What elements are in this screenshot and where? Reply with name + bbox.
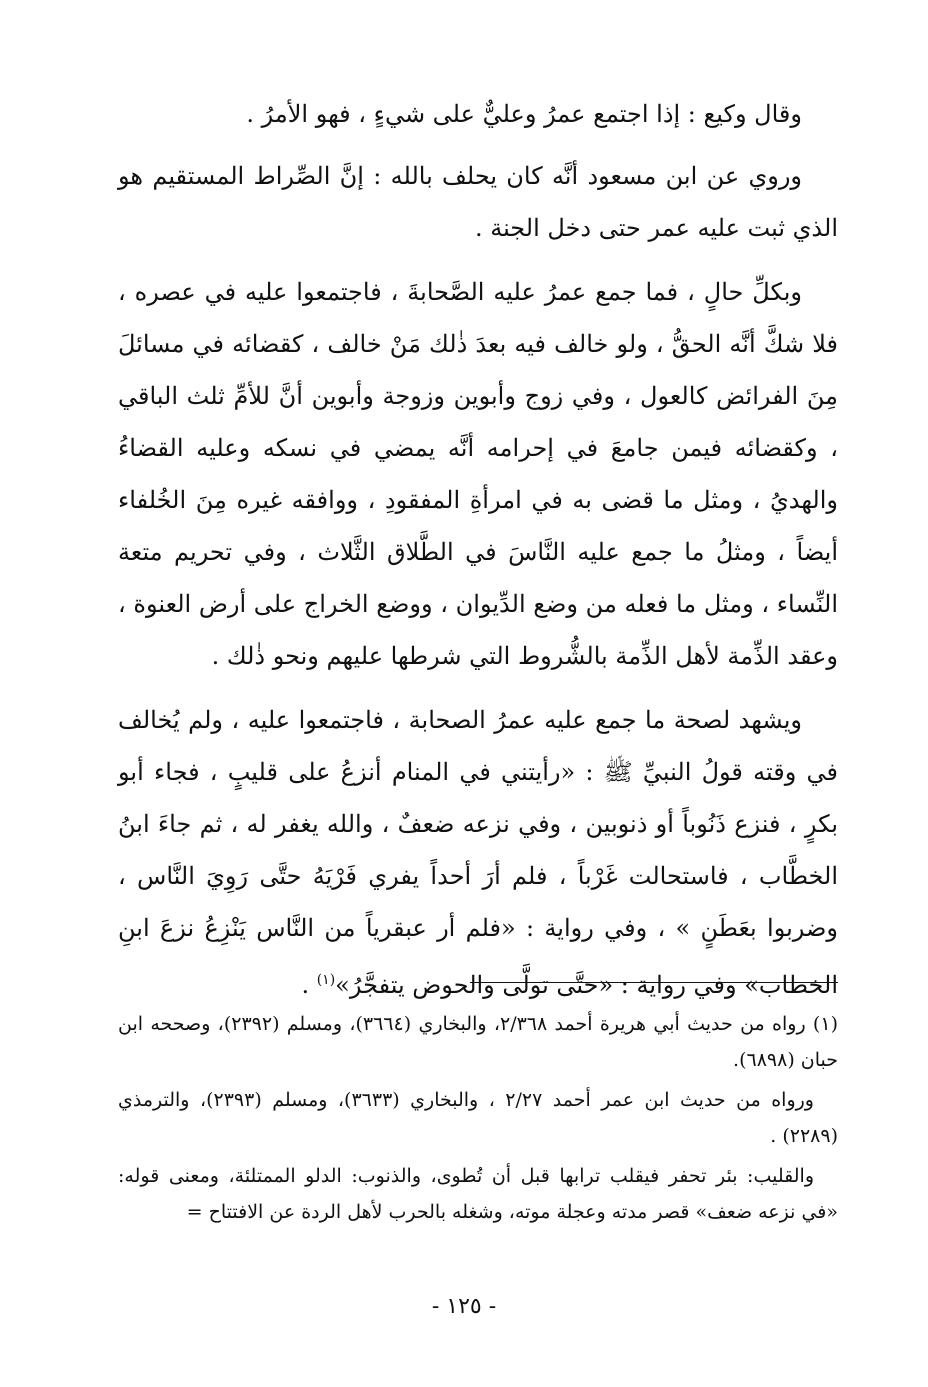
paragraph-waki: وقال وكيع : إذا اجتمع عمرُ وعليٌّ على شيءٍ ، فهو الأمرُ .	[246, 100, 802, 128]
footnote-reference[interactable]: (١)	[316, 972, 336, 988]
main-text	[118, 88, 838, 1011]
footnotes	[118, 1006, 838, 1234]
paragraph-ibn-masud: وروي عن ابن مسعود أنَّه كان يحلف بالله : إنَّ الصِّراط المستقيم هو الذي ثبت عليه عمر حتى دخل الجنة .	[118, 162, 838, 242]
paragraph-end-mark: .	[301, 971, 317, 999]
footnote-continuation-ibn-umar: ورواه من حديث ابن عمر أحمد ٢/٢٧ ، والبخاري (٣٦٣٣)، ومسلم (٢٣٩٣)، والترمذي (٢٢٨٩) .	[118, 1089, 838, 1147]
paragraph-umar-rulings: وبكلِّ حالٍ ، فما جمع عمرُ عليه الصَّحابةَ ، فاجتمعوا عليه في عصره ، فلا شكَّ أنَّه الحقُّ ، ولو خالف فيه بعدَ ذٰلك مَنْ خالف ، كقضائه في مسائلَ مِنَ الفرائض كالعول ، وفي زوج وأبوين وزوجة وأبوين أنَّ للأمِّ ثلث الباقي ، وكقضائه فيمن جامعَ في إحرامه أنَّه يمضي في نسكه وعليه القضاءُ والهديُ ، ومثل ما قضى به في امرأةِ المفقودِ ، ووافقه غيره مِنَ الخُلفاء أيضاً ، ومثلُ ما جمع عليه النَّاسَ في الطَّلاق الثَّلاث ، وفي تحريم متعة النِّساء ، ومثل ما فعله من وضع الدِّيوان ، ووضع الخراج على أرض العنوة ، وعقد الذِّمة لأهل الذِّمة بالشُّروط التي شرطها عليهم ونحو ذٰلك .	[118, 278, 838, 670]
page-number: - ١٢٥ -	[431, 1294, 497, 1319]
footnote-glossary: والقليب: بئر تحفر فيقلب ترابها قبل أن تُطوى، والذنوب: الدلو الممتلئة، ومعنى قوله: «في نزعه ضعف» قصر مدته وعجلة موته، وشغله بالحرب لأهل الردة عن الافتتاح =	[118, 1165, 838, 1223]
footnote-divider	[470, 982, 838, 983]
paragraph-hadith	[118, 694, 838, 1011]
footnote-1: (١) رواه من حديث أبي هريرة أحمد ٢/٣٦٨، والبخاري (٣٦٦٤)، ومسلم (٢٣٩٢)، وصححه ابن حبان (٦٨٩٨).	[118, 1013, 838, 1071]
paragraph-hadith-text: ويشهد لصحة ما جمع عليه عمرُ الصحابة ، فاجتمعوا عليه ، ولم يُخالف في وقته قولُ النبيِّ ﷺ : «رأيتني في المنام أنزعُ على قليبٍ ، فجاء أبو بكرٍ ، فنزع ذَنُوباً أو ذنوبين ، وفي نزعه ضعفٌ ، والله يغفر له ، ثم جاءَ ابنُ الخطَّاب ، فاستحالت غَرْباً ، فلم أرَ أحداً يفري فَرْيَهُ حتَّى رَوِيَ النَّاس ، وضربوا بعَطَنٍ » ، وفي رواية : «فلم أر عبقرياً من النَّاس يَنْزِعُ نزعَ ابنِ الخطاب» وفي رواية : «حتَّى تولَّى والحوض يتفجَّرُ»	[118, 706, 838, 999]
